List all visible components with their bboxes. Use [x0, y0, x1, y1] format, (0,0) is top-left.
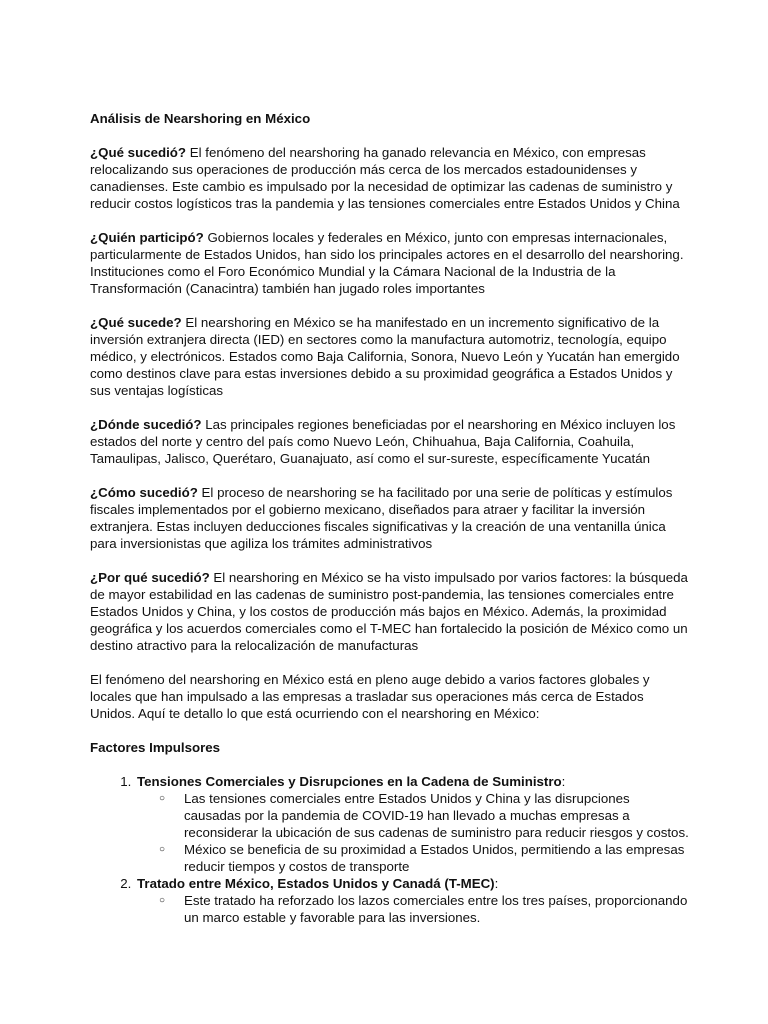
factor-item: [135, 773, 690, 875]
section-quien-participo: [90, 229, 690, 297]
section-question: ¿Cómo sucedió?: [90, 485, 198, 500]
section-text: El proceso de nearshoring se ha facilitado por una serie de políticas y estímulos fiscales implementados por el gobierno mexicano, diseñados para atraer y facilitar la inversión extranjera. Estas incluyen deducciones fiscales significativas y la creación de una ventanilla única para inversionistas que agiliza los trámites administrativos: [90, 485, 673, 551]
document-title: Análisis de Nearshoring en México: [90, 111, 311, 126]
factor-title: Tratado entre México, Estados Unidos y Canadá (T-MEC): [137, 876, 495, 891]
factors-heading: Factores Impulsores: [90, 740, 221, 755]
section-question: ¿Dónde sucedió?: [90, 417, 202, 432]
document-body: [90, 110, 690, 926]
section-que-sucedio: [90, 144, 690, 212]
factor-bullet: ○ Las tensiones comerciales entre Estados Unidos y China y las disrupciones causadas por la pandemia de COVID-19 han llevado a muchas empresas a reconsiderar la ubicación de sus cadenas de suministro para reducir riesgos y costos.: [182, 790, 690, 841]
factor-bullet: ○ México se beneficia de su proximidad a Estados Unidos, permitiendo a las empresas reducir tiempos y costos de transporte: [182, 841, 690, 875]
factor-suffix: :: [561, 774, 566, 789]
factor-item: [135, 875, 690, 926]
section-question: ¿Por qué sucedió?: [90, 570, 210, 585]
factor-bullets: [137, 790, 690, 875]
intro-paragraph: El fenómeno del nearshoring en México está en pleno auge debido a varios factores globales y locales que han impulsado a las empresas a trasladar sus operaciones más cerca de Estados Unidos. Aquí te detallo lo que está ocurriendo con el nearshoring en México:: [90, 672, 650, 721]
section-que-sucede: [90, 314, 690, 399]
section-question: ¿Qué sucedió?: [90, 145, 187, 160]
factor-title: Tensiones Comerciales y Disrupciones en la Cadena de Suministro: [137, 774, 562, 789]
factor-suffix: :: [494, 876, 499, 891]
factors-list: [90, 773, 690, 926]
section-text: El nearshoring en México se ha manifestado en un incremento significativo de la inversión extranjera directa (IED) en sectores como la manufactura automotriz, tecnología, equipo médico, y electrónicos. Estados como Baja California, Sonora, Nuevo León y Yucatán han emergido como destinos clave para estas inversiones debido a su proximidad geográfica a Estados Unidos y sus ventajas logísticas: [90, 315, 680, 398]
section-donde-sucedio: [90, 416, 690, 467]
section-text: El fenómeno del nearshoring ha ganado relevancia en México, con empresas relocalizando sus operaciones de producción más cerca de los mercados estadounidenses y canadienses. Este cambio es impulsado por la necesidad de optimizar las cadenas de suministro y reducir costos logísticos tras la pandemia y las tensiones comerciales entre Estados Unidos y China: [90, 145, 680, 211]
section-question: ¿Qué sucede?: [90, 315, 182, 330]
section-text: Gobiernos locales y federales en México, junto con empresas internacionales, particularmente de Estados Unidos, han sido los principales actores en el desarrollo del nearshoring. Instituciones como el Foro Económico Mundial y la Cámara Nacional de la Industria de la Transformación (Canacintra) también han jugado roles importantes: [90, 230, 684, 296]
factor-bullet: ○ Este tratado ha reforzado los lazos comerciales entre los tres países, proporcionando un marco estable y favorable para las inversiones.: [182, 892, 690, 926]
section-question: ¿Quién participó?: [90, 230, 204, 245]
section-text: El nearshoring en México se ha visto impulsado por varios factores: la búsqueda de mayor estabilidad en las cadenas de suministro post-pandemia, las tensiones comerciales entre Estados Unidos y China, y los costos de producción más bajos en México. Además, la proximidad geográfica y los acuerdos comerciales como el T-MEC han fortalecido la posición de México como un destino atractivo para la relocalización de manufacturas: [90, 570, 688, 653]
section-como-sucedio: [90, 484, 690, 552]
section-por-que-sucedio: [90, 569, 690, 654]
section-text: Las principales regiones beneficiadas por el nearshoring en México incluyen los estados del norte y centro del país como Nuevo León, Chihuahua, Baja California, Coahuila, Tamaulipas, Jalisco, Querétaro, Guanajuato, así como el sur-sureste, específicamente Yucatán: [90, 417, 676, 466]
factor-bullets: [137, 892, 690, 926]
